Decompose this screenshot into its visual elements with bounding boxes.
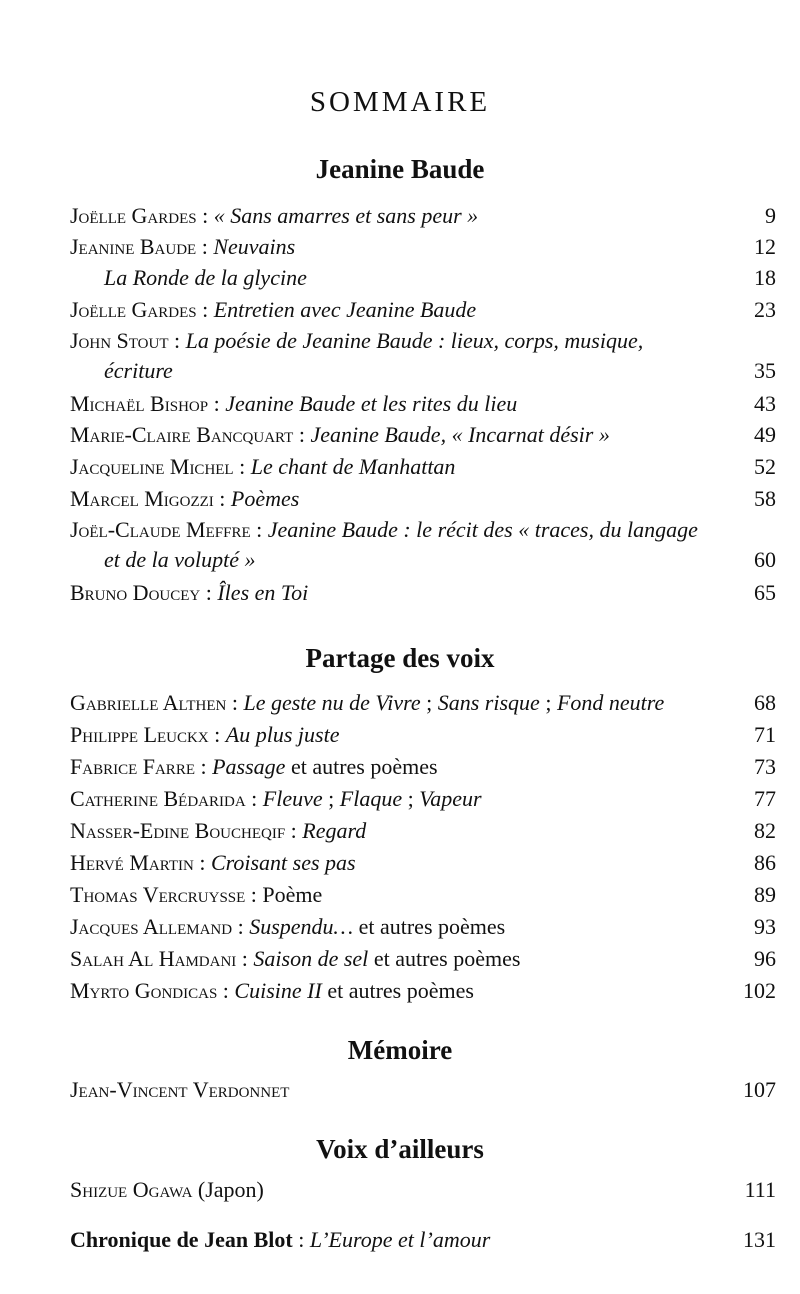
entry-work: Sans risque [437, 690, 540, 715]
entry-author: Joëlle Gardes [70, 203, 197, 228]
entry-author: Michaël Bishop [70, 391, 209, 416]
entry-author: Jean-Vincent Verdonnet [70, 1077, 290, 1102]
toc-entry[interactable]: Gabrielle Althen : Le geste nu de Vivre ; Sans risque ; Fond neutre 68 [70, 688, 776, 718]
entry-author: Joëlle Gardes [70, 297, 197, 322]
page-title: SOMMAIRE [309, 86, 491, 118]
entry-author: Marcel Migozzi [70, 486, 214, 511]
toc-entry[interactable]: Bruno Doucey : Îles en Toi 65 [70, 578, 776, 608]
entry-author: Hervé Martin [70, 850, 194, 875]
entry-work: Îles en Toi [217, 580, 309, 605]
entry-page-number: 43 [754, 391, 776, 416]
entry-work: Entretien avec Jeanine Baude [213, 297, 477, 322]
entry-author: Bruno Doucey [70, 580, 201, 605]
entry-page-number: 82 [754, 818, 776, 843]
entry-work: Au plus juste [225, 722, 340, 747]
entry-page-number: 102 [743, 978, 776, 1003]
entry-work: « Sans amarres et sans peur » [213, 203, 479, 228]
entry-work: Vapeur [419, 786, 482, 811]
entry-page-number: 68 [754, 690, 776, 715]
toc-entry[interactable]: Joëlle Gardes : Entretien avec Jeanine Baude 23 [70, 295, 776, 325]
toc-entry[interactable]: Hervé Martin : Croisant ses pas 86 [70, 848, 776, 878]
toc-entry[interactable]: Nasser-Edine Boucheqif : Regard 82 [70, 816, 776, 846]
toc-entry[interactable]: Jeanine Baude : Neuvains 12 [70, 232, 776, 262]
entry-page-number: 12 [754, 234, 776, 259]
entry-work: Jeanine Baude : le récit des « traces, du langage [267, 517, 698, 542]
entry-work: Saison de sel [253, 946, 369, 971]
entry-page-number: 131 [743, 1227, 776, 1252]
entry-author: Myrto Gondicas [70, 978, 218, 1003]
entry-author: Nasser-Edine Boucheqif [70, 818, 286, 843]
entry-page-number: 49 [754, 422, 776, 447]
entry-page-number: 65 [754, 580, 776, 605]
toc-entry[interactable]: Marcel Migozzi : Poèmes 58 [70, 484, 776, 514]
entry-work: Fleuve [262, 786, 323, 811]
entry-page-number: 60 [754, 547, 776, 572]
section-heading-voix-dailleurs: Voix d’ailleurs [316, 1134, 484, 1164]
entry-author: Jacques Allemand [70, 914, 233, 939]
entry-work: Passage [212, 754, 286, 779]
entry-work: Fond neutre [556, 690, 665, 715]
entry-work: Croisant ses pas [210, 850, 356, 875]
chronique-label: Chronique de Jean Blot [70, 1227, 293, 1252]
entry-work: Neuvains [213, 234, 296, 259]
section-heading-memoire: Mémoire [347, 1035, 453, 1065]
entry-author: Shizue Ogawa [70, 1177, 193, 1202]
entry-work: Flaque [339, 786, 403, 811]
entry-page-number: 52 [754, 454, 776, 479]
entry-page-number: 71 [754, 722, 776, 747]
entry-author: Fabrice Farre [70, 754, 195, 779]
entry-page-number: 96 [754, 946, 776, 971]
toc-entry[interactable]: Myrto Gondicas : Cuisine II et autres poèmes 102 [70, 976, 776, 1006]
toc-entry[interactable]: Thomas Vercruysse : Poème 89 [70, 880, 776, 910]
toc-entry[interactable] [70, 263, 776, 293]
entry-work: Jeanine Baude, « Incarnat désir » [310, 422, 610, 447]
entry-work: Suspendu… [249, 914, 354, 939]
entry-page-number: 73 [754, 754, 776, 779]
entry-author: Gabrielle Althen [70, 690, 227, 715]
toc-entry[interactable]: Catherine Bédarida : Fleuve ; Flaque ; Vapeur 77 [70, 784, 776, 814]
entry-author: Joël-Claude Meffre [70, 517, 251, 542]
entry-page-number: 58 [754, 486, 776, 511]
entry-page-number: 86 [754, 850, 776, 875]
entry-work: Regard [302, 818, 367, 843]
entry-author: Philippe Leuckx [70, 722, 209, 747]
entry-page-number: 77 [754, 786, 776, 811]
entry-page-number: 18 [754, 265, 776, 290]
entry-author: Thomas Vercruysse [70, 882, 246, 907]
entry-extra: et autres poèmes [368, 946, 521, 971]
toc-entry[interactable]: Fabrice Farre : Passage et autres poèmes 73 [70, 752, 776, 782]
toc-entry[interactable]: Jacqueline Michel : Le chant de Manhattan 52 [70, 452, 776, 482]
toc-entry-chronique[interactable]: Chronique de Jean Blot : L’Europe et l’amour 131 [70, 1225, 776, 1255]
section-heading-jeanine-baude: Jeanine Baude [315, 154, 485, 184]
entry-page-number: 107 [743, 1077, 776, 1102]
entry-page-number: 35 [754, 358, 776, 383]
toc-entry[interactable]: Michaël Bishop : Jeanine Baude et les rites du lieu 43 [70, 389, 776, 419]
toc-entry[interactable]: Philippe Leuckx : Au plus juste 71 [70, 720, 776, 750]
entry-page-number: 111 [744, 1177, 776, 1202]
entry-author: Catherine Bédarida [70, 786, 246, 811]
entry-work: Poèmes [230, 486, 300, 511]
entry-extra: et autres poèmes [285, 754, 438, 779]
entry-work: Le chant de Manhattan [250, 454, 456, 479]
entry-work: Le geste nu de Vivre [243, 690, 421, 715]
entry-author: John Stout [70, 328, 169, 353]
entry-work: L’Europe et l’amour [309, 1227, 491, 1252]
entry-author: Salah Al Hamdani [70, 946, 237, 971]
entry-author: Jeanine Baude [70, 234, 197, 259]
entry-work-continued: écriture [104, 358, 173, 383]
entry-work: Jeanine Baude et les rites du lieu [225, 391, 518, 416]
entry-work: Cuisine II [234, 978, 322, 1003]
entry-work-continued: et de la volupté » [104, 547, 256, 572]
toc-entry[interactable]: Salah Al Hamdani : Saison de sel et autres poèmes 96 [70, 944, 776, 974]
entry-page-number: 23 [754, 297, 776, 322]
section-heading-partage-des-voix: Partage des voix [305, 643, 495, 673]
toc-entry[interactable]: Joël-Claude Meffre : Jeanine Baude : le récit des « traces, du langage et de la volupté » 60 [70, 515, 776, 575]
entry-page-number: 9 [765, 203, 776, 228]
entry-page-number: 89 [754, 882, 776, 907]
entry-author: Marie-Claire Bancquart [70, 422, 294, 447]
toc-entry[interactable]: Jacques Allemand : Suspendu… et autres poèmes 93 [70, 912, 776, 942]
entry-work: La Ronde de la glycine [104, 265, 307, 290]
toc-entry[interactable] [70, 1175, 776, 1205]
entry-extra: et autres poèmes [321, 978, 474, 1003]
toc-entry[interactable] [70, 1075, 776, 1105]
entry-extra: Poème [262, 882, 323, 907]
toc-entry[interactable]: John Stout : La poésie de Jeanine Baude : lieux, corps, musique, écriture 35 [70, 326, 776, 386]
entry-author: Jacqueline Michel [70, 454, 234, 479]
entry-extra: (Japon) [192, 1177, 264, 1202]
entry-page-number: 93 [754, 914, 776, 939]
toc-entry[interactable]: Marie-Claire Bancquart : Jeanine Baude, « Incarnat désir » 49 [70, 420, 776, 450]
entry-extra: et autres poèmes [353, 914, 506, 939]
toc-entry[interactable]: Joëlle Gardes : « Sans amarres et sans peur » 9 [70, 201, 776, 231]
entry-work: La poésie de Jeanine Baude : lieux, corps, musique, [185, 328, 644, 353]
